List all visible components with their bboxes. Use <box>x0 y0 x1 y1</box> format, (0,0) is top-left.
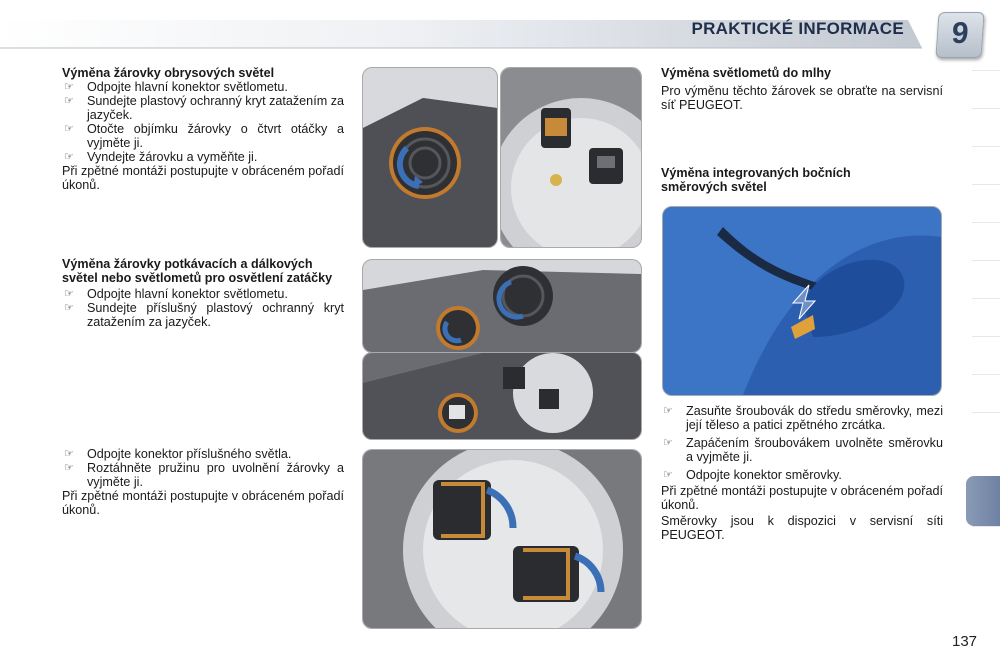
chapter-tab <box>972 374 1000 413</box>
chapter-tab <box>972 336 1000 375</box>
list-item: ☞ Odpojte konektor příslušného světla. <box>64 447 292 461</box>
list-item: ☞ Odpojte konektor směrovky. <box>663 468 842 482</box>
list-item: ☞ Odpojte hlavní konektor světlometu. <box>64 80 288 94</box>
chapter-tab <box>972 108 1000 147</box>
photo-lamp-holder <box>500 67 642 248</box>
pointing-hand-icon: ☞ <box>64 95 74 107</box>
pointing-hand-icon: ☞ <box>64 302 74 314</box>
pointing-hand-icon: ☞ <box>64 288 74 300</box>
section-headlamps <box>62 257 344 329</box>
pointing-hand-icon: ☞ <box>64 462 74 474</box>
chapter-tab <box>972 70 1000 109</box>
chapter-tab <box>972 184 1000 223</box>
photo-headlamp-open <box>362 352 642 440</box>
list-item: ☞ Vyndejte žárovku a vyměňte ji. <box>64 150 258 164</box>
heading: Výměna žárovky potkávacích a dálkových světel nebo světlometů pro osvětlení zatáčky <box>62 257 333 285</box>
heading: Výměna světlometů do mlhy <box>661 66 832 80</box>
chapter-tab <box>972 412 1000 451</box>
chapter-tab <box>972 260 1000 299</box>
pointing-hand-icon: ☞ <box>64 81 74 93</box>
paragraph: Při zpětné montáži postupujte v obráceném pořadí úkonů. <box>62 489 344 517</box>
chapter-tab-active <box>966 476 1000 526</box>
photo-headlamp-cover <box>362 67 498 248</box>
section-parking-lamps <box>62 66 344 192</box>
photo-bulb-springs <box>362 449 642 629</box>
photo-mirror-repeater <box>662 206 942 396</box>
paragraph: Při zpětné montáži postupujte v obráceném pořadí úkonů. <box>661 484 943 512</box>
paragraph: Pro výměnu těchto žárovek se obraťte na servisní síť PEUGEOT. <box>661 84 943 112</box>
paragraph: Při zpětné montáži postupujte v obráceném pořadí úkonů. <box>62 164 344 192</box>
chapter-tab <box>972 146 1000 185</box>
list-item: ☞ Odpojte hlavní konektor světlometu. <box>64 287 288 301</box>
list-item: ☞ Zapáčením šroubovákem uvolněte směrovku a vyjměte ji. <box>663 436 943 464</box>
list-item: ☞ Sundejte plastový ochranný kryt zatažením za jazyček. <box>64 94 344 122</box>
chapter-tab <box>972 222 1000 261</box>
chapter-number: 9 <box>950 17 970 50</box>
pointing-hand-icon: ☞ <box>64 151 74 163</box>
chapter-tab <box>972 526 1000 565</box>
pointing-hand-icon: ☞ <box>64 123 74 135</box>
section-fog-lamps <box>661 66 943 112</box>
chapter-badge <box>935 12 984 58</box>
paragraph: Směrovky jsou k dispozici v servisní síti PEUGEOT. <box>661 514 943 542</box>
section-title: PRAKTICKÉ INFORMACE <box>691 19 904 38</box>
heading: Výměna integrovaných bočních směrových světel <box>661 166 851 194</box>
section-bulb-removal <box>62 447 344 517</box>
list-item: ☞ Otočte objímku žárovky o čtvrt otáčky a vyjměte ji. <box>64 122 344 150</box>
list-item: ☞ Zasuňte šroubovák do středu směrovky, mezi její těleso a patici zpětného zrcátka. <box>663 404 943 432</box>
page-number: 137 <box>952 633 978 650</box>
chapter-tab <box>972 298 1000 337</box>
list-item: ☞ Sundejte příslušný plastový ochranný kryt zatažením za jazyček. <box>64 301 344 329</box>
section-side-repeaters <box>661 166 943 194</box>
pointing-hand-icon: ☞ <box>663 405 673 417</box>
photo-headlamp-covers <box>362 259 642 353</box>
pointing-hand-icon: ☞ <box>64 448 74 460</box>
section-side-repeaters-steps <box>661 404 943 542</box>
heading: Výměna žárovky obrysových světel <box>62 66 275 80</box>
pointing-hand-icon: ☞ <box>663 469 673 481</box>
list-item: ☞ Roztáhněte pružinu pro uvolnění žárovky a vyjměte ji. <box>64 461 344 489</box>
pointing-hand-icon: ☞ <box>663 437 673 449</box>
